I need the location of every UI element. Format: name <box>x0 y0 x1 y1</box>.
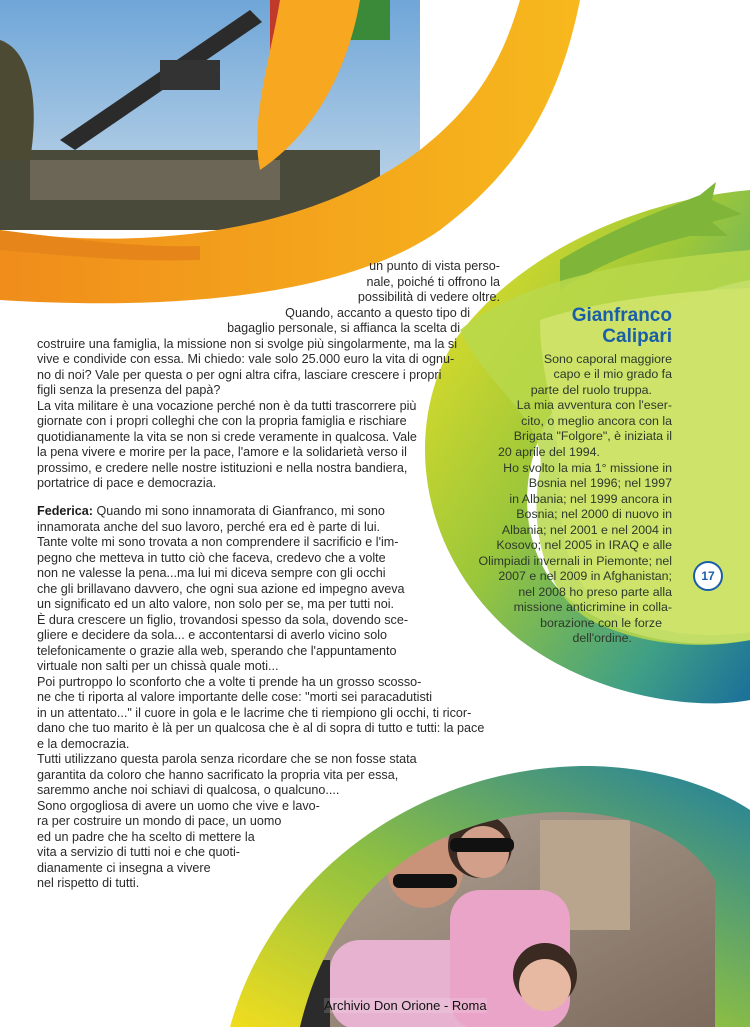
article-line: ed un padre che ha scelto di mettere la <box>37 830 255 844</box>
sidebar-line: Ho svolto la mia 1° missione in <box>503 461 672 475</box>
article-line: portatrice di pace e democrazia. <box>37 476 217 490</box>
article-line: Tutti utilizzano questa parola senza ricordare che se non fosse stata <box>37 752 417 766</box>
article-line: vive e condivide con essa. Mi chiedo: vale solo 25.000 euro la vita di ognu- <box>37 352 455 366</box>
article-line: figli senza la presenza del papà? <box>37 383 221 397</box>
archive-watermark: Archivio Don Orione - Roma <box>324 998 487 1013</box>
sidebar-line: dell'ordine. <box>572 631 632 645</box>
article-line: no di noi? Vale per questa o per ogni altra cifra, lasciare crescere i propri <box>37 368 442 382</box>
article-line: quotidianamente la vita se non si crede veramente in qualcosa. Vale <box>37 430 417 444</box>
speaker-label: Federica: <box>37 504 93 518</box>
article-line: costruire una famiglia, la missione non si svolge più singolarmente, ma la si <box>37 337 457 351</box>
sidebar-line: Bosnia nel 1996; nel 1997 <box>528 476 672 490</box>
sidebar-line: La mia avventura con l'eser- <box>516 398 672 412</box>
article-line: virtuale non salti per un chissà quale moti... <box>37 659 279 673</box>
article-line: Tante volte mi sono trovata a non comprendere il sacrificio e l'im- <box>37 535 399 549</box>
article-line: e la democrazia. <box>37 737 130 751</box>
article-line: nale, poiché ti offrono la <box>366 275 500 289</box>
article-line: un punto di vista perso- <box>369 259 500 273</box>
article-line: possibilità di vedere oltre. <box>357 290 500 304</box>
article-line: Poi purtroppo lo sconforto che a volte ti prende ha un grosso scosso- <box>37 675 422 689</box>
article-line: saremmo anche noi schiavi di qualcosa, o qualcuno.... <box>37 783 340 797</box>
page-number: 17 <box>693 561 723 591</box>
sidebar-line: parte del ruolo truppa. <box>530 383 652 397</box>
article-line: in un attentato..." il cuore in gola e le lacrime che ti riempiono gli occhi, ti ricor- <box>37 706 472 720</box>
article-line: La vita militare è una vocazione perché non è da tutti trascorrere più <box>37 399 417 413</box>
article-line: nel rispetto di tutti. <box>37 876 140 890</box>
article-line: Sono orgogliosa di avere un uomo che vive e lavo- <box>37 799 320 813</box>
sidebar-name-first: Gianfranco <box>571 305 672 326</box>
article-line: dianamente ci insegna a vivere <box>37 861 211 875</box>
sidebar-line: Bosnia; nel 2000 di nuovo in <box>516 507 672 521</box>
sidebar-line: borazione con le forze <box>540 616 662 630</box>
article-line: innamorata anche del suo lavoro, perché era ed è parte di lui. <box>37 520 381 534</box>
article-line: dano che tuo marito è là per un qualcosa che è al di sopra di tutto e tutti: la pace <box>37 721 485 735</box>
article-line: ra per costruire un mondo di pace, un uomo <box>37 814 282 828</box>
sidebar-line: in Albania; nel 1999 ancora in <box>509 492 672 506</box>
sidebar-line: capo e il mio grado fa <box>553 367 672 381</box>
article-line: che gli brillavano davvero, che ogni sua azione ed impegno aveva <box>37 582 405 596</box>
sidebar-line: Kosovo; nel 2005 in IRAQ e alle <box>496 538 672 552</box>
sidebar-line: Sono caporal maggiore <box>543 352 672 366</box>
sidebar-line: Olimpiadi invernali in Piemonte; nel <box>478 554 672 568</box>
article-line: garantita da coloro che hanno sacrificato la propria vita per essa, <box>37 768 399 782</box>
article-line: Quando mi sono innamorata di Gianfranco, mi sono <box>96 504 385 518</box>
sidebar-line: missione anticrimine in colla- <box>513 600 672 614</box>
article-line: un significato ed un alto valore, non solo per se, ma per tutti noi. <box>37 597 395 611</box>
article-line: non ne valesse la pena...ma lui mi diceva sempre con gli occhi <box>37 566 386 580</box>
sidebar-name-last: Calipari <box>602 326 672 347</box>
article-line: telefonicamente o grazie alla web, sperando che l'appuntamento <box>37 644 397 658</box>
sidebar-line: 2007 e nel 2009 in Afghanistan; <box>498 569 672 583</box>
sidebar-line: 20 aprile del 1994. <box>498 445 600 459</box>
article-line: gliere e decidere da sola... e accontentarsi di averlo vicino solo <box>37 628 388 642</box>
article-line: bagaglio personale, si affianca la scelta di <box>227 321 460 335</box>
article-line: la pena vivere e morire per la pace, l'amore e la solidarietà verso il <box>37 445 407 459</box>
article-line: ne che ti riporta al valore importante delle cose: "morti sei paracadutisti <box>37 690 433 704</box>
article-line: prossimo, e credere nelle nostre istituzioni e nella nostra bandiera, <box>37 461 408 475</box>
article-line: Quando, accanto a questo tipo di <box>285 306 470 320</box>
article-line: giornate con i propri colleghi che con la propria famiglia e rischiare <box>37 414 407 428</box>
sidebar-line: nel 2008 ho preso parte alla <box>518 585 672 599</box>
sidebar-line: Brigata "Folgore", è iniziata il <box>513 429 672 443</box>
article-line: È dura crescere un figlio, trovandosi spesso da sola, dovendo sce- <box>37 613 409 627</box>
article-line: vita a servizio di tutti noi e che quoti- <box>37 845 241 859</box>
article-line: pegno che metteva in tutto ciò che faceva, credevo che a volte <box>37 551 386 565</box>
sidebar-line: cito, o meglio ancora con la <box>521 414 672 428</box>
sidebar-title <box>540 305 672 347</box>
sidebar-line: Albania; nel 2001 e nel 2004 in <box>501 523 672 537</box>
